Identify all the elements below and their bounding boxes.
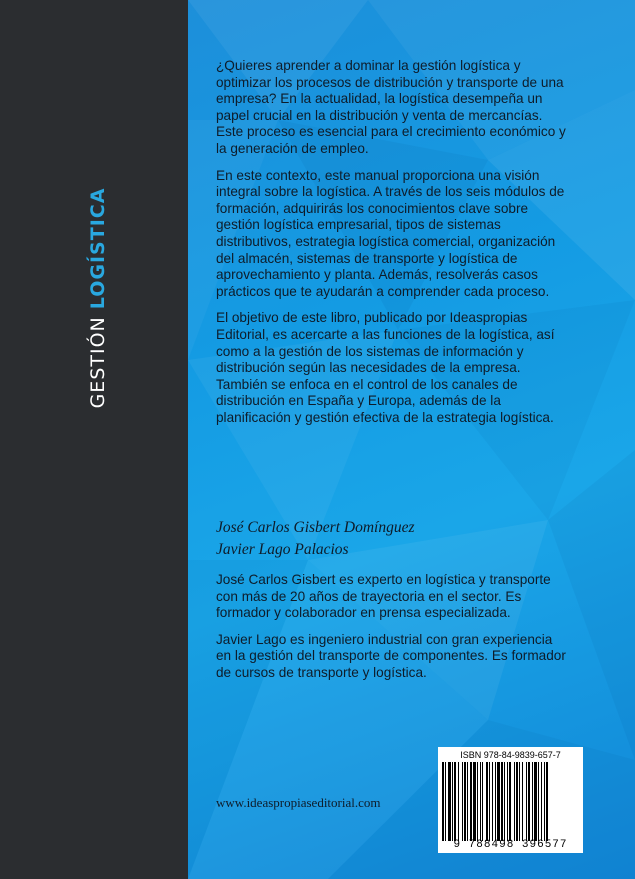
- spine-title: [87, 188, 109, 409]
- book-spine: [0, 0, 188, 879]
- author-bios: [216, 572, 568, 692]
- isbn-label: ISBN 978-84-9839-657-7: [460, 750, 561, 760]
- spine-title-logistica: LOGÍSTICA: [87, 187, 109, 310]
- description-paragraph: ¿Quieres aprender a dominar la gestión logística y optimizar los procesos de distribución y transporte de una empresa? En la actualidad, la logística desempeña un papel crucial en la distribución y venta de mercancías. Este proceso es esencial para el crecimiento económico y la generación de empleo.: [216, 58, 566, 156]
- back-cover: [188, 0, 635, 879]
- isbn-barcode: [438, 747, 583, 853]
- description: [216, 58, 568, 436]
- authors: [216, 517, 576, 561]
- publisher-website[interactable]: www.ideaspropiaseditorial.com: [216, 795, 381, 810]
- description-paragraph: En este contexto, este manual proporciona una visión integral sobre la logística. A través de los seis módulos de formación, adquirirás los conocimientos clave sobre gestión logística empresarial, tipos de sistemas distributivos, estrategia logística comercial, organización del almacén, sistemas de transporte y logística de aprovechamiento y planta. Además, resolverás casos prácticos que te ayudarán a comprender cada proceso.: [216, 167, 565, 299]
- author-name: Javier Lago Palacios: [216, 541, 349, 558]
- author-bio: Javier Lago es ingeniero industrial con gran experiencia en la gestión del transporte de componentes. Es formador de cursos de transporte y logística.: [216, 631, 566, 680]
- description-paragraph: El objetivo de este libro, publicado por Ideaspropias Editorial, es acercarte a las funciones de la logística, así como a la gestión de los sistemas de información y distribución según las necesidades de la empresa. También se enfoca en el control de los canales de distribución en España y Europa, además de la planificación y gestión efectiva de la estrategia logística.: [216, 310, 555, 425]
- author-name: José Carlos Gisbert Domínguez: [216, 519, 415, 536]
- barcode-digits: 9 788498 396577: [453, 839, 568, 851]
- spine-title-gestion: GESTIÓN: [87, 316, 109, 409]
- barcode-bars: [442, 762, 579, 841]
- author-bio: José Carlos Gisbert es experto en logística y transporte con más de 20 años de trayectoria en el sector. Es formador y colaborador en prensa especializada.: [216, 572, 551, 621]
